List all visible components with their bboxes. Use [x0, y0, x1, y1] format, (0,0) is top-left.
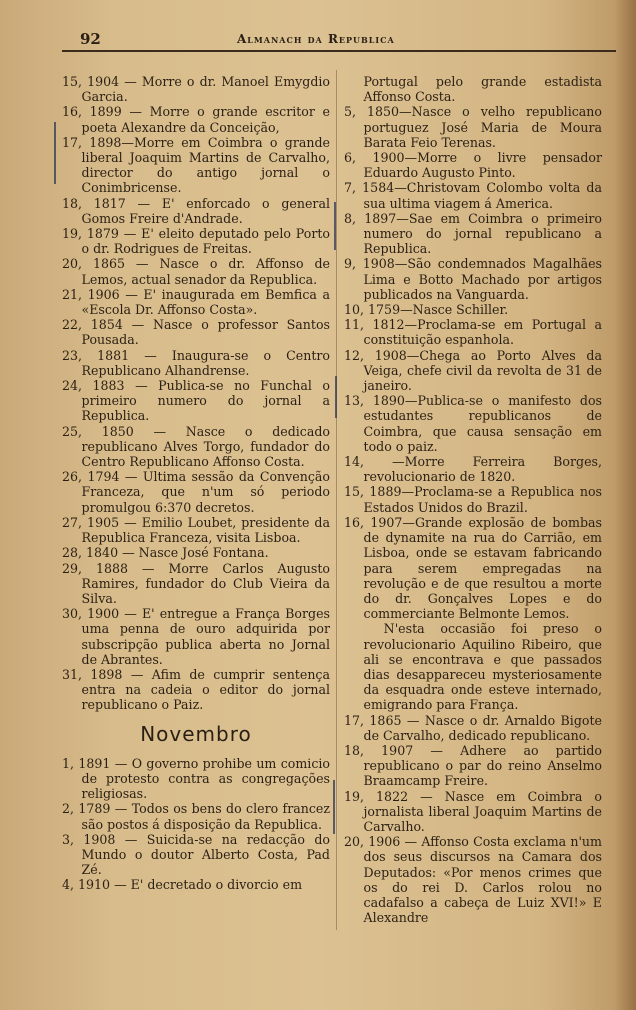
page-header	[62, 28, 616, 52]
almanac-entry: 20, 1906 — Affonso Costa exclama n'um dos seus discursos na Camara dos Deputados: «Por menos crimes que os do rei D. Carlos rolou no cadafalso a cabeça de Luiz XVI!» E Alexandre	[344, 834, 602, 926]
left-column	[62, 74, 330, 893]
almanac-entry: 15, 1889—Proclama-se a Republica nos Estados Unidos do Brazil.	[344, 484, 602, 515]
almanac-entry: 16, 1907—Grande explosão de bombas de dynamite na rua do Carrião, em Lisboa, onde se estavam fabricando para serem empregadas na revolução e de que resultou a morte do dr. Gonçalves Lopes e do commerciante Belmonte Lemos.	[344, 514, 602, 622]
page-number: 92	[80, 30, 101, 48]
right-column	[344, 74, 602, 925]
pencil-margin-mark	[334, 202, 336, 250]
almanac-entry: 25, 1850 — Nasce o dedicado republicano Alves Torgo, fundador do Centro Republicano Affonso Costa.	[62, 423, 330, 470]
running-title: Almanach da Republica	[237, 32, 395, 46]
almanac-entry: 12, 1908—Chega ao Porto Alves da Veiga, chefe civil da revolta de 31 de janeiro.	[344, 347, 602, 394]
almanac-entry: 31, 1898 — Afim de cumprir sentença entra na cadeia o editor do jornal republicano o Paiz.	[62, 666, 330, 713]
almanac-entry: 18, 1817 — E' enforcado o general Gomos Freire d'Andrade.	[62, 195, 330, 226]
column-divider	[336, 70, 337, 930]
almanac-entry: 6, 1900—Morre o livre pensador Eduardo Augusto Pinto.	[344, 150, 602, 181]
almanac-entry: 17, 1898—Morre em Coimbra o grande liberal Joaquim Martins de Carvalho, director do antigo jornal o Conimbricense.	[62, 134, 330, 196]
almanac-entry: N'esta occasião foi preso o revolucionario Aquilino Ribeiro, que ali se encontrava e que passados dias desappareceu mysteriosamente da esquadra onde esteve internado, emigrando para França.	[363, 621, 602, 713]
almanac-entry: Portugal pelo grande estadista Affonso Costa.	[363, 74, 602, 105]
almanac-entry: 7, 1584—Christovam Colombo volta da sua ultima viagem á America.	[344, 180, 602, 211]
almanac-entry: 18, 1907 — Adhere ao partido republicano o par do reino Anselmo Braamcamp Freire.	[344, 742, 602, 789]
almanac-entry: 27, 1905 — Emilio Loubet, presidente da Republica Franceza, visita Lisboa.	[62, 514, 330, 546]
almanac-entry: 24, 1883 — Publica-se no Funchal o primeiro numero do jornal a Republica.	[62, 378, 330, 424]
pencil-margin-mark	[333, 780, 335, 834]
almanac-entry: 9, 1908—São condemnados Magalhães Lima e Botto Machado por artigos publicados na Vanguarda.	[344, 256, 602, 302]
almanac-entry: 21, 1906 — E' inaugurada em Bemfica a «Escola Dr. Affonso Costa».	[62, 286, 330, 318]
november-entries	[62, 756, 330, 893]
november-entries-continued	[344, 74, 602, 925]
almanac-entry: 16, 1899 — Morre o grande escritor e poeta Alexandre da Conceição,	[62, 104, 330, 135]
almanac-entry: 1, 1891 — O governo prohibe um comicio de protesto contra as congregações religiosas.	[62, 755, 330, 802]
almanac-entry: 15, 1904 — Morre o dr. Manoel Emygdio Garcia.	[62, 74, 330, 105]
october-entries	[62, 74, 330, 713]
almanac-entry: 2, 1789 — Todos os bens do clero francez são postos á disposição da Republica.	[62, 801, 330, 832]
section-heading-novembro: Novembro	[140, 721, 252, 746]
almanac-entry: 11, 1812—Proclama-se em Portugal a constituição espanhola.	[344, 317, 602, 348]
almanac-entry: 14, —Morre Ferreira Borges, revolucionario de 1820.	[344, 454, 602, 485]
pencil-margin-mark	[54, 122, 56, 184]
pencil-margin-mark	[335, 376, 337, 418]
almanac-entry: 23, 1881 — Inaugura-se o Centro Republicano Alhandrense.	[62, 347, 330, 378]
almanac-entry: 8, 1897—Sae em Coimbra o primeiro numero do jornal republicano a Republica.	[344, 210, 602, 257]
almanac-entry: 22, 1854 — Nasce o professor Santos Pousada.	[62, 317, 330, 348]
almanac-entry: 28, 1840 — Nasce José Fontana.	[62, 545, 269, 561]
almanac-entry: 10, 1759—Nasce Schiller.	[344, 302, 509, 318]
almanac-entry: 19, 1879 — E' eleito deputado pelo Porto o dr. Rodrigues de Freitas.	[62, 226, 330, 257]
almanac-entry: 29, 1888 — Morre Carlos Augusto Ramires, fundador do Club Vieira da Silva.	[62, 560, 330, 606]
almanac-entry: 4, 1910 — E' decretado o divorcio em	[62, 877, 303, 893]
almanac-entry: 20, 1865 — Nasce o dr. Affonso de Lemos, actual senador da Republica.	[62, 256, 330, 287]
almanac-entry: 3, 1908 — Suicida-se na redacção do Mundo o doutor Alberto Costa, Pad Zé.	[62, 831, 330, 878]
almanac-entry: 17, 1865 — Nasce o dr. Arnaldo Bigote de Carvalho, dedicado republicano.	[344, 712, 602, 743]
almanac-entry: 5, 1850—Nasce o velho republicano portuguez José Maria de Moura Barata Feio Terenas.	[344, 104, 602, 150]
almanac-entry: 26, 1794 — Ultima sessão da Convenção Franceza, que n'um só periodo promulgou 6:370 decretos.	[62, 469, 330, 515]
almanac-entry: 30, 1900 — E' entregue a França Borges uma penna de ouro adquirida por subscripção publica aberta no Jornal de Abrantes.	[62, 606, 330, 667]
almanac-entry: 19, 1822 — Nasce em Coimbra o jornalista liberal Joaquim Martins de Carvalho.	[344, 788, 602, 834]
almanac-entry: 13, 1890—Publica-se o manifesto dos estudantes republicanos de Coimbra, que causa sensação em todo o paiz.	[344, 393, 602, 454]
